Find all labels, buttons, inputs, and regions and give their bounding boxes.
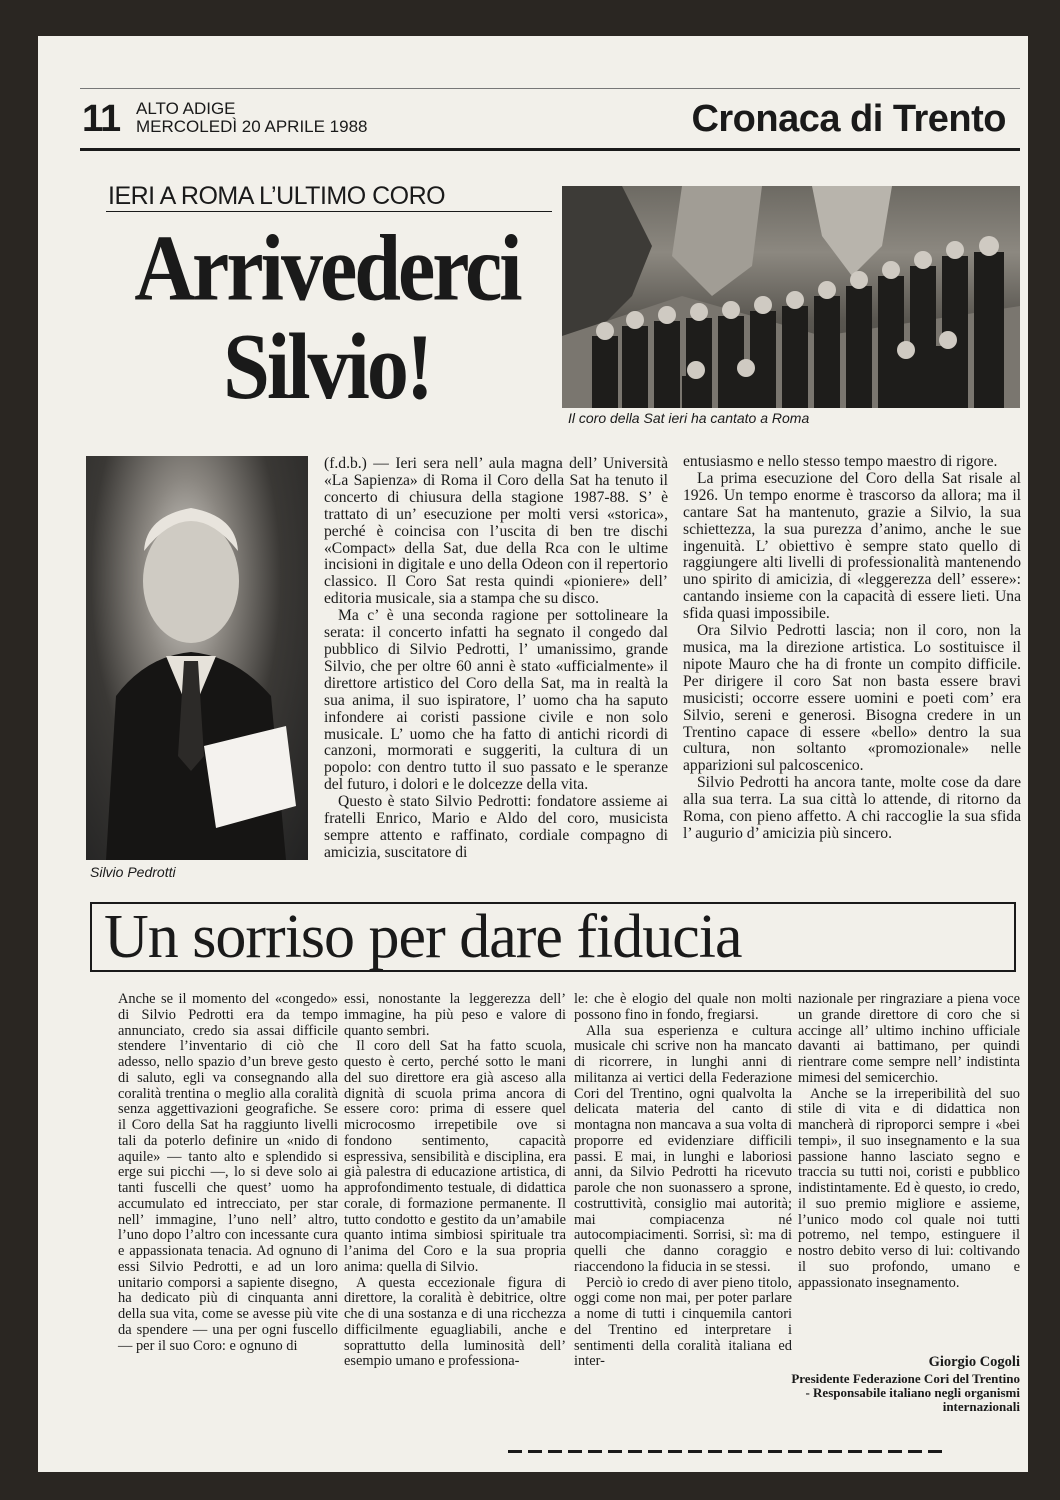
paragraph: Silvio Pedrotti ha ancora tante, molte cose da dare alla sua terra. La sua città lo attende, di ritorno da Roma, con pieno affetto. A chi raccoglie la sua sfida l’ augurio d’ amicizia più sincero. [683,774,1021,842]
paragraph: nazionale per ringraziare a piena voce un grande direttore di coro che si accinge all’ ultimo inchino ufficiale davanti ai battimano, per quindi rientrare come sempre nell’ indistinta mimesi del semicerchio. [798,991,1020,1086]
page-number: 11 [82,98,121,140]
paragraph: A questa eccezionale figura di direttore, la coralità è debitrice, oltre che di una sostanza e di una ricchezza difficilmente eguagliabili, anche e soprattutto della luminosità dell’ esempio umano e professiona- [344,1274,566,1370]
portrait-graphic [86,456,308,860]
paragraph: La prima esecuzione del Coro della Sat risale al 1926. Un tempo enorme è trascorso da allora; ma il cantare Sat ha mantenuto, grazie a Silvio, la sua schiettezza, la sua purezza d’animo, anche le sue ingenuità. L’ obiettivo è sempre stato quello di raggiungere alti livelli di professionalità mantenendo uno spirito di amicizia, di «leggerezza dell’ essere»: cantando insieme con la capacità di essere lieti. Una sfida quasi impossibile. [683,469,1021,623]
paragraph: Questo è stato Silvio Pedrotti: fondatore assieme ai fratelli Enrico, Mario e Aldo del coro, musicista sempre attento e raffinato, cordiale compagno di amicizia, suscitatore di [324,793,668,861]
paragraph: Ora Silvio Pedrotti lascia; non il coro, non la musica, ma la direzione artistica. Lo sostituisce il nipote Mauro che ha di fronte un compito difficile. Per dirigere il coro Sat non basta essere bravi musicisti; occorre essere uomini e poeti com’ era Silvio, sereni e generosi. Bisogna credere in un Trentino capace di essere «bello» dentro la sua cultura, non soltanto «promozionale» nelle apparizioni sul palcoscenico. [683,622,1021,775]
paper-date: MERCOLEDÌ 20 APRILE 1988 [136,117,368,136]
paragraph: essi, nonostante la leggerezza dell’ immagine, ha più peso e valore di quanto sembri. [344,991,566,1039]
paper-name: ALTO ADIGE [136,99,236,118]
article2-column-4 [798,992,1020,1291]
portrait-photo [86,456,308,860]
header-rule [80,148,1020,151]
choir-photo-caption: Il coro della Sat ieri ha cantato a Roma [568,410,810,426]
paragraph: Anche se il momento del «congedo» di Silvio Pedrotti era da tempo annunciato, credo sia assai difficile stendere l’inventario di ciò che adesso, nello spazio d’un breve gesto di saluto, egli va consegnando alla coralità trentina o meglio alla coralità senza aggettivazioni geografiche. Se il Coro della Sat ha raggiunto livelli tali da poterlo definire un «nido di aquile» — tanto alto e splendido si erge sui picchi —, lo si deve solo ai tanti fuscelli che quest’ uomo ha accumulato ed intrecciato, per star nell’ immagine, l’uno nell’ altro, l’uno dopo l’altro con incessante cura e appassionata tenacia. Ad ognuno di essi Silvio Pedrotti, e ad un loro unitario comporsi a sapiente disegno, ha dedicato più di cinquanta anni della sua vita, come se avesse più vite da spendere — una per ogni fuscello — per il suo Coro: e ognuno di [118,991,338,1354]
article2-column-1 [118,992,338,1354]
article1-column-2 [683,454,1021,843]
bottom-rule [508,1450,948,1453]
headline-line-2: Silvio! [223,315,431,420]
paragraph: Anche se la irreperibilità del suo stile di vita e di didattica non mancherà di riproporci sempre i «bei tempi», il suo insegnamento e la sua passione hanno lasciato segno e traccia su tutti noi, coristi e pubblico indistintamente. Ed è questo, io credo, il suo premio migliore e assieme, l’unico modo col quale noi tutti potremo, nel tempo, estinguere il nostro debito verso di lui: coltivando il suo profondo, umano e appassionato insegnamento. [798,1085,1020,1291]
paragraph: le: che è elogio del quale non molti possono fino in fondo, fregiarsi. [574,991,792,1023]
section-title: Cronaca di Trento [691,98,1006,140]
newspaper-page [38,36,1028,1472]
author-signature: Giorgio Cogoli [928,1354,1020,1370]
paragraph: Il coro dell Sat ha fatto scuola, questo è certo, perché sotto le mani del suo direttore era già asceso alla dignità di scuola prima ancora di essere coro: prima di essere quel microcosmo irrepetibile ove si fondono sentimento, capacità espressiva, sensibilità e disciplina, era già palestra di educazione artistica, di approfondimento testuale, di didattica corale, di formazione permanente. Il tutto condotto e gestito da un’amabile quanto intima simbiosi spirituale tra l’anima del Coro e la sua propria anima: quella di Silvio. [344,1038,566,1275]
choir-photo [562,186,1020,408]
article2-headline: Un sorriso per dare fiducia [104,903,742,971]
choir-photo-graphic [562,186,1020,408]
headline-line-1: Arrivederci [134,216,520,321]
top-rule [80,88,1020,89]
article2-column-2 [344,992,566,1370]
paragraph: Perciò io credo di aver pieno titolo, oggi come non mai, per poter parlare a nome di tutti i cinquemila cantori del Trentino ed interpretare i sentimenti della coralità italiana ed inter- [574,1274,792,1370]
paragraph: Ma c’ è una seconda ragione per sottolineare la serata: il concerto infatti ha segnato il congedo dal pubblico di Silvio Pedrotti, l’ umanissimo, grande Silvio, che per oltre 60 anni è stato «ufficialmente» il direttore artistico del Coro della Sat, ma in realtà la sua anima, il suo ispiratore, l’ uomo cha ha saputo infondere ai coristi passione civile e non solo musicale. L’ uomo che ha fatto di antichi ricordi di canzoni, mormorati e suggeriti, la cultura di un popolo: con dentro tutto il suo passato e le speranze del futuro, i dolori e le dolcezze della vita. [324,607,668,794]
paragraph: entusiasmo e nello stesso tempo maestro di rigore. [683,453,998,470]
kicker-rule [106,211,552,212]
article1-column-1 [324,456,668,862]
portrait-caption: Silvio Pedrotti [90,864,176,880]
paragraph: (f.d.b.) — Ieri sera nell’ aula magna dell’ Università «La Sapienza» di Roma il Coro della Sat ha tenuto il concerto di chiusura della stagione 1987-88. S’ è trattato di un’ esecuzione per molti versi «storica», perché è coincisa con l’uscita di ben tre dischi «Compact» della Sat, due della Rca con le ultime incisioni in digitale e uno della Odeon con il repertorio classico. Il Coro Sat resta quindi «pioniere» dell’ editoria musicale, sia a stampa che su disco. [324,455,668,608]
author-role: Presidente Federazione Cori del Trentino - Responsabile italiano negli organismi internazionali [791,1371,1020,1414]
article-headline [92,216,562,420]
article-kicker: IERI A ROMA L’ULTIMO CORO [108,182,446,210]
paragraph: Alla sua esperienza e cultura musicale chi scrive non ha mancato di ricorrere, in lunghi anni di militanza ai vertici della Federazione Cori del Trentino, ogni qualvolta la delicata materia del canto di montagna non mancava a sua volta di proporre ed evidenziare difficili passi. E mai, in lunghi e laboriosi anni, da Silvio Pedrotti ha ricevuto parole che non suonassero a sprone, costruttività, consiglio mai autorità; mai compiacenza né autocompiacimenti. Sorrisi, sì: ma di quelli che danno coraggio e riaccendono la fiducia in se stessi. [574,1022,792,1275]
article2-column-3 [574,992,792,1370]
